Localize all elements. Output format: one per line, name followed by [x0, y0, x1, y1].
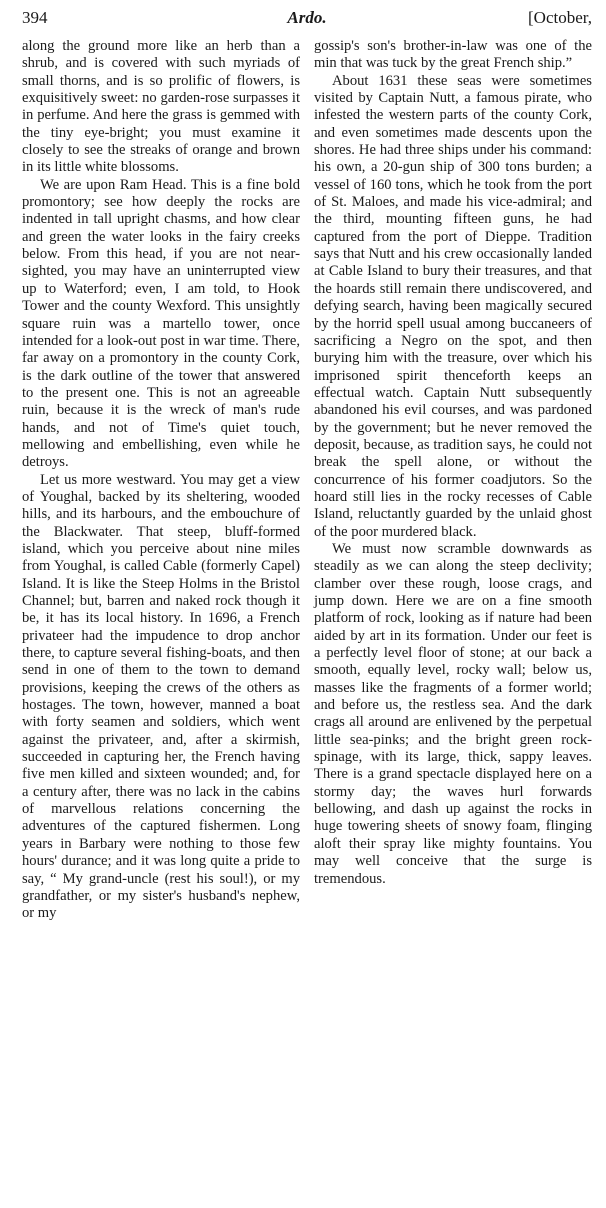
running-date: [October, [528, 8, 592, 27]
right-column [314, 38, 592, 888]
running-header [22, 8, 592, 34]
paragraph: We are upon Ram Head. This is a fine bold promontory; see how deeply the rocks are indented in tall upright chasms, and how clear and green the water looks in the fairy creeks below. From this head, if you are not near-sighted, you may have an uninterrupted view up to Waterford; even, I am told, to Hook Tower and the county Wexford. This unsightly square ruin was a martello tower, once intended for a look-out post in war time. There, far away on a promontory in the county Cork, is the dark outline of the tower that answered to the present one. This is not an agreeable ruin, because it is the wreck of man's rude hands, and not of Time's quiet touch, mellowing and embellishing, even while he detroys. [22, 176, 300, 471]
running-title: Ardo. [287, 8, 327, 27]
paragraph: along the ground more like an herb than a shrub, and is covered with such myriads of small thorns, and is so prolific of flowers, is exquisitively sweet: no garden-rose surpasses it in perfume. And here the grass is gemmed with the tiny eye-bright; you must examine it closely to see the streaks of orange and brown in its little white blossoms. [22, 38, 300, 176]
paragraph: About 1631 these seas were sometimes visited by Captain Nutt, a famous pirate, who infested the western parts of the county Cork, and even sometimes made descents upon the shores. He had three ships under his command: his own, a 20-gun ship of 300 tons burden; a vessel of 160 tons, which he took from the port of St. Maloes, and made his vice-admiral; and the third, mounting fifteen guns, he had captured from the port of Dieppe. Tradition says that Nutt and his crew occasionally landed at Cable Island to bury their treasures, and that the hoards still remain there undiscovered, and defying search, having been magically secured by the horrid spell usual among buccaneers of sacrificing a Negro on the spot, and then burying him with the treasure, over which his imprisoned spirit thenceforth keeps an effectual watch. Captain Nutt subsequently abandoned his evil courses, and was pardoned by the government; but he never removed the deposit, because, as tradition says, he could not break the spell alone, or without the concurrence of his former coadjutors. So the hoard still lies in the rocky recesses of Cable Island, reluctantly guarded by the unlaid ghost of the poor murdered black. [314, 72, 592, 540]
paragraph: gossip's son's brother-in-law was one of the min that was tuck by the great French ship.” [314, 38, 592, 72]
paragraph: Let us more westward. You may get a view of Youghal, backed by its sheltering, wooded hills, and its harbours, and the embouchure of the Blackwater. That steep, bluff-formed island, which you perceive about nine miles from Youghal, is called Cable (formerly Capel) Island. It is like the Steep Holms in the Bristol Channel; but, barren and naked rock though it be, it has its local history. In 1696, a French privateer had the impudence to drop anchor there, to capture several fishing-boats, and then send in one of them to the town to demand provisions, keeping the crews of the others as hostages. The town, however, manned a boat with forty seamen and soldiers, which went against the privateer, and, after a skirmish, succeeded in capturing her, the French having five men killed and sixteen wounded; and, for a century after, there was no lack in the cabins of marvellous relations concerning the adventures of the captured fishermen. Long years in Barbary were nothing to those few hours' durance; and it was long quite a pride to say, “ My grand-uncle (rest his soul!), or my grandfather, or my sister's husband's nephew, or my [22, 471, 300, 922]
left-column [22, 38, 300, 923]
paragraph: We must now scramble downwards as steadily as we can along the steep declivity; clamber over these rough, loose crags, and jump down. Here we are on a fine smooth platform of rock, looking as if nature had been aided by art in its formation. Under our feet is a perfectly level floor of stone; at our back a smooth, equally level, rocky wall; below us, masses like the fragments of a former world; and before us, the restless sea. And the dark crags all around are enlivened by the perpetual little sea-pinks; and the bright green rock-spinage, with its large, thick, sappy leaves. There is a grand spectacle displayed here on a stormy day; the waves hurl forwards bellowing, and dash up against the rocks in huge towering sheets of snowy foam, flinging aloft their spray like mighty fountains. You may well conceive that the surge is tremendous. [314, 540, 592, 887]
page-number: 394 [22, 8, 48, 27]
